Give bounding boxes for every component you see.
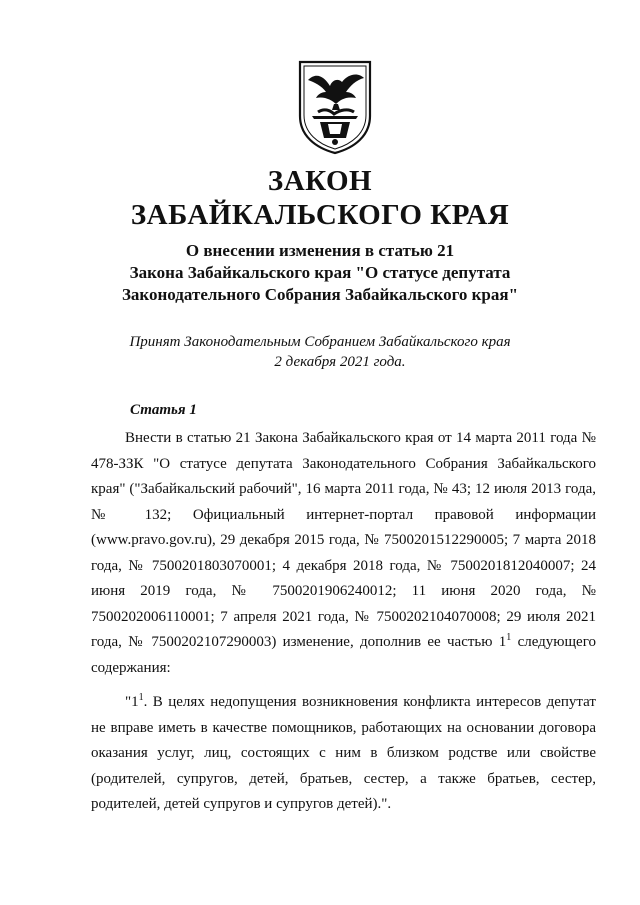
article-paragraph-2	[91, 690, 596, 818]
article-paragraph-1	[91, 426, 596, 681]
superscript: 1	[506, 632, 512, 643]
coat-of-arms-icon	[294, 58, 376, 156]
paragraph1-tail: следующего содержания:	[91, 634, 596, 676]
adoption-note	[0, 332, 640, 372]
law-title-line2: ЗАБАЙКАЛЬСКОГО КРАЯ	[130, 199, 510, 231]
subtitle-line3: Законодательного Собрания Забайкальского края"	[121, 285, 519, 304]
paragraph1-text: Внести в статью 21 Закона Забайкальского края от 14 марта 2011 года № 478-ЗЗК "О статусе депутата Законодательного Собрания Забайкальского края" ("Забайкальский рабочий", 16 марта 2011 года, № 43; 12 июля 2013 года, № 132; Официальный интернет-портал правовой информации (www.pravo.gov.ru), 29 декабря 2015 года, № 7500201512290005; 7 марта 2018 года, № 7500201803070001; 4 декабря 2018 года, № 7500201812040007; 24 июня 2019 года, № 7500201906240012; 11 июня 2020 года, № 7500202006110001; 7 апреля 2021 года, № 7500202104070008; 29 июля 2021 года, № 7500202107290003) изменение, дополнив ее частью 1	[91, 430, 596, 650]
subtitle-line2: Закона Забайкальского края "О статусе депутата	[129, 263, 511, 282]
law-subtitle	[0, 240, 640, 306]
adoption-date: 2 декабря 2021 года.	[274, 354, 406, 370]
article-heading: Статья 1	[130, 402, 197, 418]
superscript: 1	[138, 692, 144, 703]
subtitle-line1: О внесении изменения в статью 21	[185, 241, 455, 260]
paragraph2-text: . В целях недопущения возникновения конфликта интересов депутат не вправе иметь в качестве помощников, работающих на основании договора оказания услуг, лиц, состоящих с ним в близком родстве или свойстве (родителей, супругов, детей, братьев, сестер, а также братьев, сестер, родителей, детей супругов и супругов детей).".	[91, 694, 596, 812]
paragraph2-open: "1	[125, 694, 139, 710]
law-title-line1: ЗАКОН	[267, 165, 373, 197]
adoption-line1: Принят Законодательным Собранием Забайкальского края	[129, 334, 511, 350]
